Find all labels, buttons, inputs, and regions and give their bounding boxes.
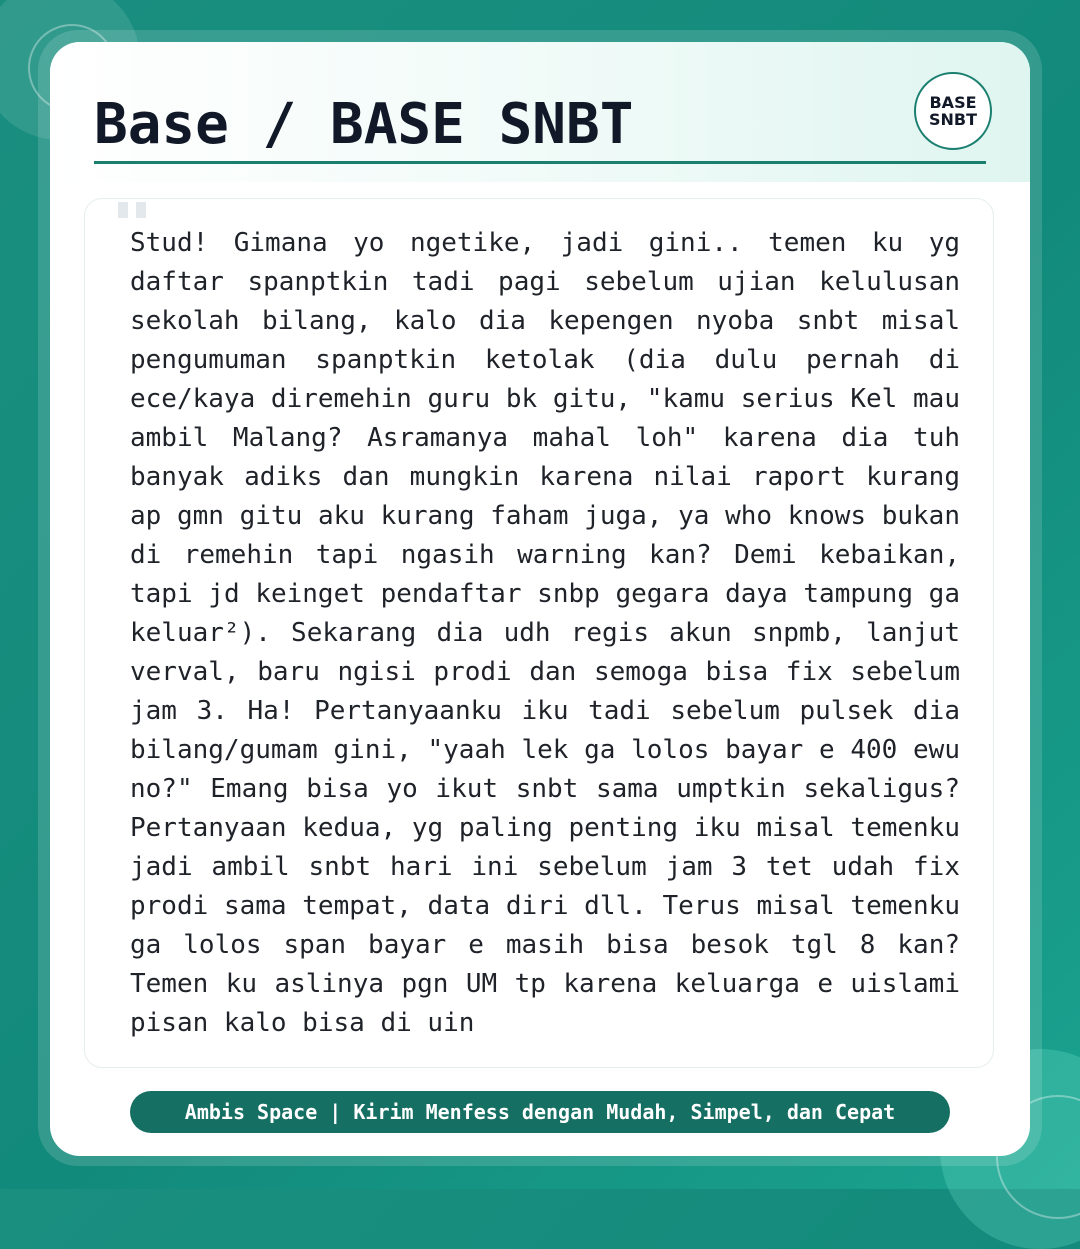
base-snbt-logo (914, 72, 992, 150)
message-text: Stud! Gimana yo ngetike, jadi gini.. temen ku yg daftar spanptkin tadi pagi sebelum ujian kelulusan sekolah bilang, kalo dia kepengen nyoba snbt misal pengumuman spanptkin ketolak (dia dulu pernah di ece/kaya diremehin guru bk gitu, "kamu serius Kel mau ambil Malang? Asramanya mahal loh" karena dia tuh banyak adiks dan mungkin karena nilai raport kurang ap gmn gitu aku kurang faham juga, ya who knows bukan di remehin tapi ngasih warning kan? Demi kebaikan, tapi jd keinget pendaftar snbp gegara daya tampung ga keluar²). Sekarang dia udh regis akun snpmb, lanjut verval, baru ngisi prodi dan semoga bisa fix sebelum jam 3. Ha! Pertanyaanku iku tadi sebelum pulsek dia bilang/gumam gini, "yaah lek ga lolos bayar e 400 ewu no?" Emang bisa yo ikut snbt sama umptkin sekaligus? Pertanyaan kedua, yg paling penting iku misal temenku jadi ambil snbt hari ini sebelum jam 3 tet udah fix prodi sama tempat, data diri dll. Terus misal temenku ga lolos span bayar e masih bisa besok tgl 8 kan? Temen ku aslinya pgn UM tp karena keluarga e uislami pisan kalo bisa di uin (130, 228, 960, 1038)
footer-banner (130, 1091, 950, 1133)
quote-icon (118, 202, 154, 222)
footer-text: Ambis Space | Kirim Menfess dengan Mudah, Simpel, dan Cepat (184, 1100, 896, 1124)
menfess-card (50, 42, 1030, 1156)
card-header (50, 42, 1030, 182)
page-title: Base / BASE SNBT (94, 92, 634, 157)
logo-text: BASE SNBT (928, 93, 978, 129)
title-underline (94, 161, 986, 164)
